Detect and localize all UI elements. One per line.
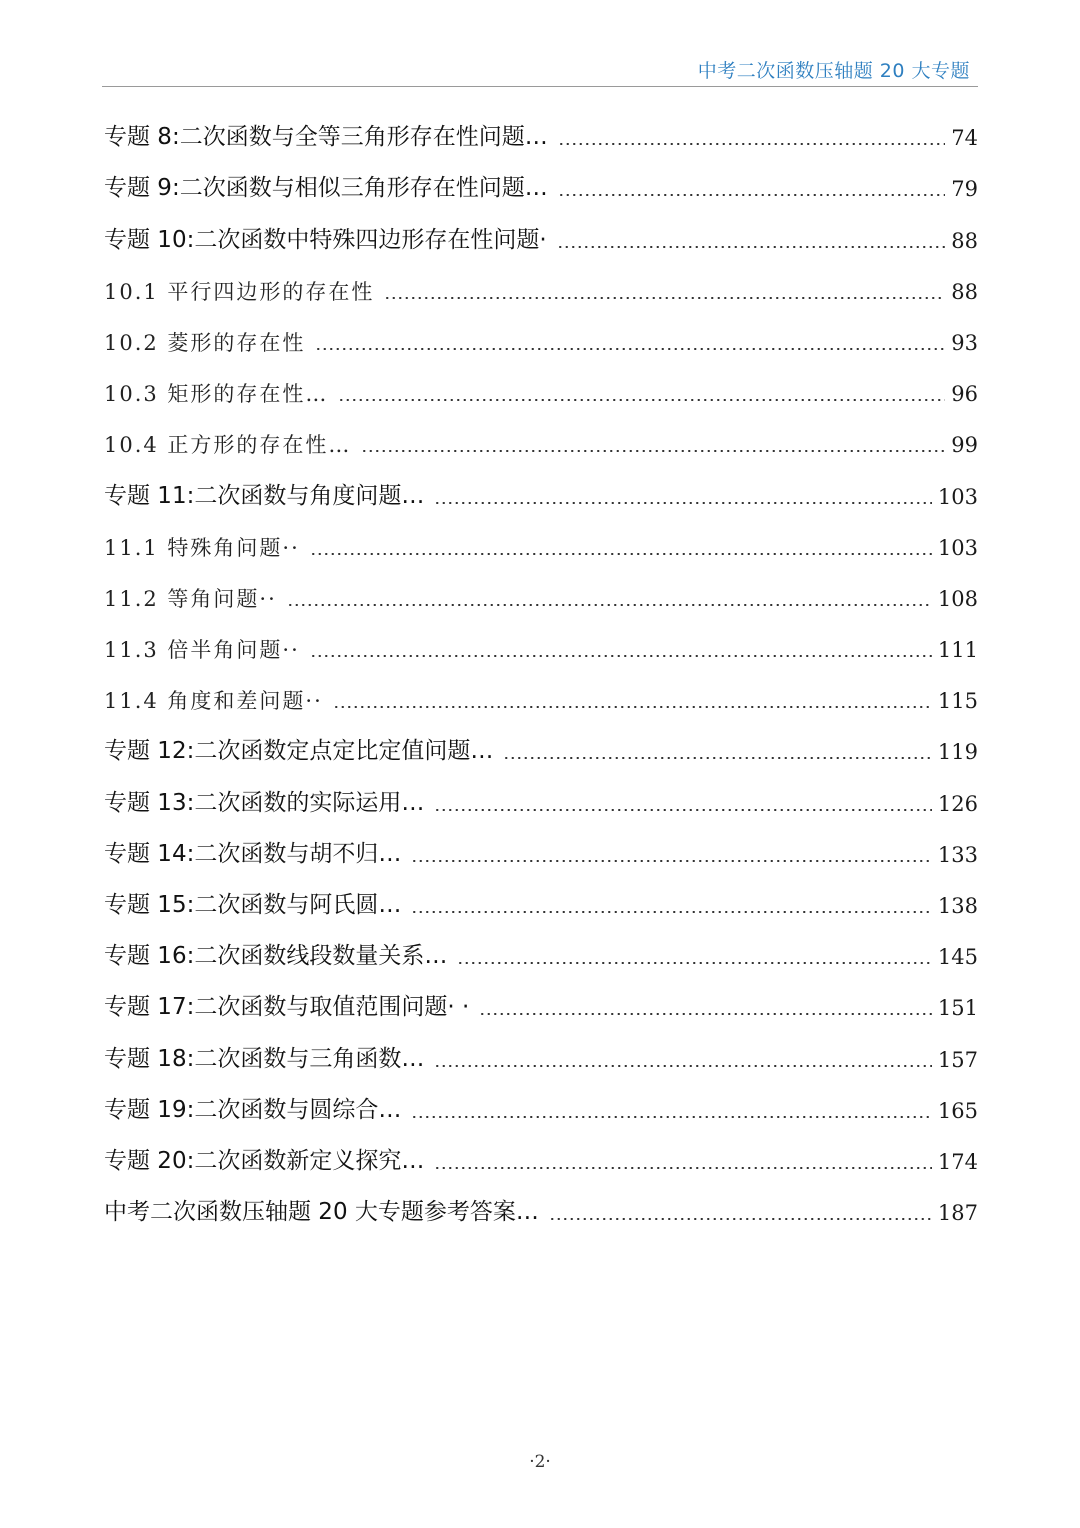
toc-entry[interactable] xyxy=(104,1132,978,1183)
toc-entry-page: 103 xyxy=(937,535,978,560)
dot-leader xyxy=(479,1013,932,1015)
toc-entry-title: 中考二次函数压轴题 20 大专题参考答案… xyxy=(104,1199,539,1226)
dot-leader xyxy=(411,911,932,913)
toc-entry-page: 133 xyxy=(937,842,978,867)
dot-leader xyxy=(384,297,945,299)
toc-entry[interactable] xyxy=(104,313,978,364)
toc-entry[interactable] xyxy=(104,876,978,927)
toc-entry-page: 88 xyxy=(951,228,978,253)
dot-leader xyxy=(338,399,945,401)
toc-entry[interactable] xyxy=(104,1183,978,1234)
toc-entry-page: 93 xyxy=(951,330,978,355)
toc-entry[interactable] xyxy=(104,978,978,1029)
toc-entry-page: 103 xyxy=(937,484,978,509)
toc-entry-page: 74 xyxy=(951,126,978,151)
dot-leader xyxy=(434,1167,932,1169)
toc-entry[interactable] xyxy=(104,415,978,466)
toc-entry-page: 108 xyxy=(937,586,978,611)
toc-entry[interactable] xyxy=(104,262,978,313)
toc-entry-title: 专题 16:二次函数线段数量关系… xyxy=(104,943,448,970)
dot-leader xyxy=(333,706,932,708)
dot-leader xyxy=(315,348,945,350)
dot-leader xyxy=(503,757,932,759)
toc-entry[interactable] xyxy=(104,722,978,773)
toc-entry[interactable] xyxy=(104,210,978,261)
toc-entry-page: 157 xyxy=(937,1047,978,1072)
toc-entry-page: 145 xyxy=(937,945,978,970)
toc-entry-page: 79 xyxy=(951,177,978,202)
toc-entry-page: 119 xyxy=(937,740,978,765)
dot-leader xyxy=(457,962,932,964)
toc-entry-page: 96 xyxy=(951,382,978,407)
dot-leader xyxy=(434,502,932,504)
dot-leader xyxy=(411,1116,932,1118)
toc-entry-title: 专题 17:二次函数与取值范围问题· · xyxy=(104,994,470,1021)
header-title: 中考二次函数压轴题 20 大专题 xyxy=(697,60,970,82)
toc-entry[interactable] xyxy=(104,159,978,210)
toc-entry-title: 11.4 角度和差问题·· xyxy=(104,689,323,714)
toc-entry-title: 专题 14:二次函数与胡不归… xyxy=(104,840,402,867)
toc-entry-title: 专题 18:二次函数与三角函数… xyxy=(104,1045,425,1072)
dot-leader xyxy=(558,143,946,145)
dot-leader xyxy=(549,1218,932,1220)
toc-entry-page: 99 xyxy=(951,433,978,458)
toc-entry-page: 174 xyxy=(937,1149,978,1174)
toc-entry-title: 10.1 平行四边形的存在性 xyxy=(104,279,375,304)
toc-entry-title: 10.4 正方形的存在性… xyxy=(104,433,352,458)
dot-leader xyxy=(287,604,932,606)
toc-entry-title: 10.3 矩形的存在性… xyxy=(104,382,329,407)
toc-entry[interactable] xyxy=(104,466,978,517)
toc-entry[interactable] xyxy=(104,1081,978,1132)
toc-entry-title: 11.1 特殊角问题·· xyxy=(104,535,300,560)
toc-entry-page: 187 xyxy=(937,1201,978,1226)
dot-leader xyxy=(434,1065,932,1067)
toc-entry[interactable] xyxy=(104,620,978,671)
dot-leader xyxy=(557,246,946,248)
toc-entry-title: 专题 11:二次函数与角度问题… xyxy=(104,482,425,509)
toc-entry-page: 88 xyxy=(951,279,978,304)
toc-entry-title: 专题 13:二次函数的实际运用… xyxy=(104,789,425,816)
toc-entry[interactable] xyxy=(104,364,978,415)
toc-entry-page: 126 xyxy=(937,791,978,816)
dot-leader xyxy=(558,194,946,196)
toc-entry-title: 专题 20:二次函数新定义探究… xyxy=(104,1147,425,1174)
toc-entry-page: 111 xyxy=(937,638,978,663)
toc-entry[interactable] xyxy=(104,108,978,159)
dot-leader xyxy=(434,809,932,811)
table-of-contents xyxy=(104,108,978,1234)
toc-entry-title: 专题 19:二次函数与圆综合… xyxy=(104,1096,402,1123)
toc-entry-page: 138 xyxy=(937,894,978,918)
toc-entry[interactable] xyxy=(104,773,978,824)
toc-entry[interactable] xyxy=(104,1029,978,1080)
toc-entry[interactable] xyxy=(104,569,978,620)
toc-entry-title: 11.3 倍半角问题·· xyxy=(104,638,300,663)
dot-leader xyxy=(361,450,945,452)
toc-entry-page: 151 xyxy=(937,996,978,1021)
dot-leader xyxy=(310,553,932,555)
page-header xyxy=(102,52,978,87)
toc-entry-title: 11.2 等角问题·· xyxy=(104,586,277,611)
toc-entry-title: 专题 10:二次函数中特殊四边形存在性问题· xyxy=(104,226,547,253)
toc-entry-title: 专题 15:二次函数与阿氏圆… xyxy=(104,892,402,918)
toc-entry-title: 专题 8:二次函数与全等三角形存在性问题… xyxy=(104,124,548,151)
toc-entry-page: 115 xyxy=(937,689,978,714)
toc-entry-title: 专题 12:二次函数定点定比定值问题… xyxy=(104,738,494,765)
toc-entry[interactable] xyxy=(104,825,978,876)
dot-leader xyxy=(411,860,932,862)
dot-leader xyxy=(310,655,932,657)
toc-entry[interactable] xyxy=(104,671,978,722)
page-number: ·2· xyxy=(529,1452,551,1472)
toc-entry[interactable] xyxy=(104,927,978,978)
toc-entry-title: 专题 9:二次函数与相似三角形存在性问题… xyxy=(104,175,548,202)
toc-entry[interactable] xyxy=(104,518,978,569)
toc-entry-title: 10.2 菱形的存在性 xyxy=(104,330,306,355)
toc-entry-page: 165 xyxy=(937,1098,978,1123)
